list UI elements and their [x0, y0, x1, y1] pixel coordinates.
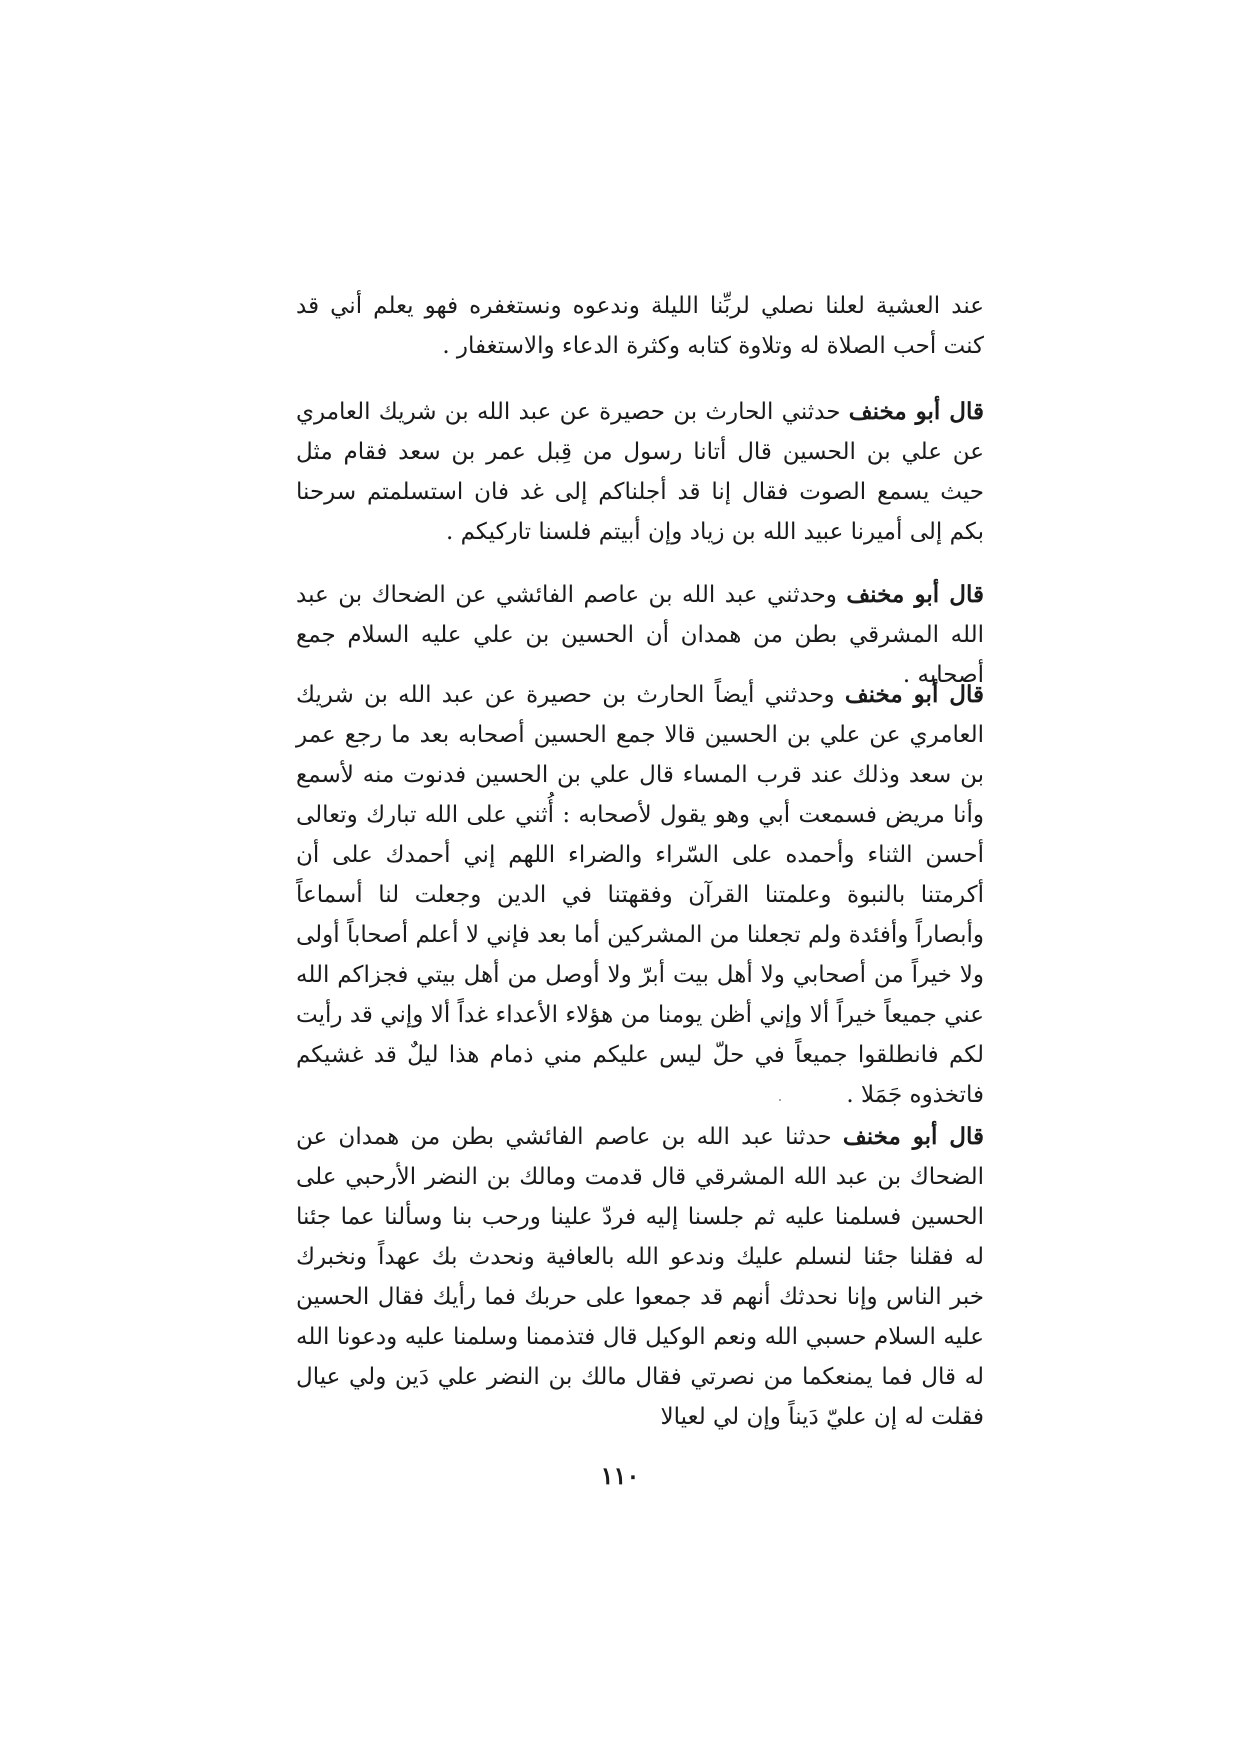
paragraph-2: [296, 392, 984, 552]
scan-speck: [779, 1099, 781, 1101]
paragraph-5: [296, 1117, 984, 1437]
paragraph-lead: قال أبو مخنف: [846, 581, 984, 608]
paragraph-text: حدثني الحارث بن حصيرة عن عبد الله بن شريك العامري عن علي بن الحسين قال أتانا رسول من قِبل عمر بن سعد فقام مثل حيث يسمع الصوت فقال إنا قد أجلناكم إلى غد فان استسلمتم سرحنا بكم إلى أميرنا عبيد الله بن زياد وإن أبيتم فلسنا تاركيكم .: [296, 399, 984, 545]
paragraph-lead: قال أبو مخنف: [844, 681, 984, 708]
paragraph-text: وحدثني أيضاً الحارث بن حصيرة عن عبد الله بن شريك العامري عن علي بن الحسين قالا جمع الحسين أصحابه بعد ما رجع عمر بن سعد وذلك عند قرب المساء قال علي بن الحسين فدنوت منه لأسمع وأنا مريض فسمعت أبي وهو يقول لأصحابه : أُثني على الله تبارك وتعالى أحسن الثناء وأحمده على السّراء والضراء اللهم إني أحمدك على أن أكرمتنا بالنبوة وعلمتنا القرآن وفقهتنا في الدين وجعلت لنا أسماعاً وأبصاراً وأفئدة ولم تجعلنا من المشركين أما بعد فإني لا أعلم أصحاباً أولى ولا خيراً من أصحابي ولا أهل بيت أبرّ ولا أوصل من أهل بيتي فجزاكم الله عني جميعاً خيراً ألا وإني أظن يومنا من هؤلاء الأعداء غداً ألا وإني قد رأيت لكم فانطلقوا جميعاً في حلّ ليس عليكم مني ذمام هذا ليلٌ قد غشيكم فاتخذوه جَمَلا .: [296, 682, 984, 1108]
paragraph-text: عند العشية لعلنا نصلي لربِّنا الليلة وندعوه ونستغفره فهو يعلم أني قد كنت أحب الصلاة له وتلاوة كتابه وكثرة الدعاء والاستغفار .: [296, 293, 984, 359]
paragraph-lead: قال أبو مخنف: [848, 398, 984, 425]
paragraph-text: وحدثني عبد الله بن عاصم الفائشي عن الضحاك بن عبد الله المشرقي بطن من همدان أن الحسين بن علي عليه السلام جمع أصحابه .: [296, 582, 984, 688]
page-number: ١١٠: [600, 1461, 640, 1490]
paragraph-text: حدثنا عبد الله بن عاصم الفائشي بطن من همدان عن الضحاك بن عبد الله المشرقي قال قدمت ومالك بن النضر الأرحبي على الحسين فسلمنا عليه ثم جلسنا إليه فردّ علينا ورحب بنا وسألنا عما جئنا له فقلنا جئنا لنسلم عليك وندعو الله بالعافية ونحدث بك عهداً ونخبرك خبر الناس وإنا نحدثك أنهم قد جمعوا على حربك فما رأيك فقال الحسين عليه السلام حسبي الله ونعم الوكيل قال فتذممنا وسلمنا عليه ودعونا الله له قال فما يمنعكما من نصرتي فقال مالك بن النضر علي دَين ولي عيال فقلت له إن عليّ دَيناً وإن لي لعيالا: [296, 1124, 984, 1430]
paragraph-1: [296, 286, 984, 366]
paragraph-4: [296, 675, 984, 1115]
paragraph-lead: قال أبو مخنف: [842, 1123, 984, 1150]
